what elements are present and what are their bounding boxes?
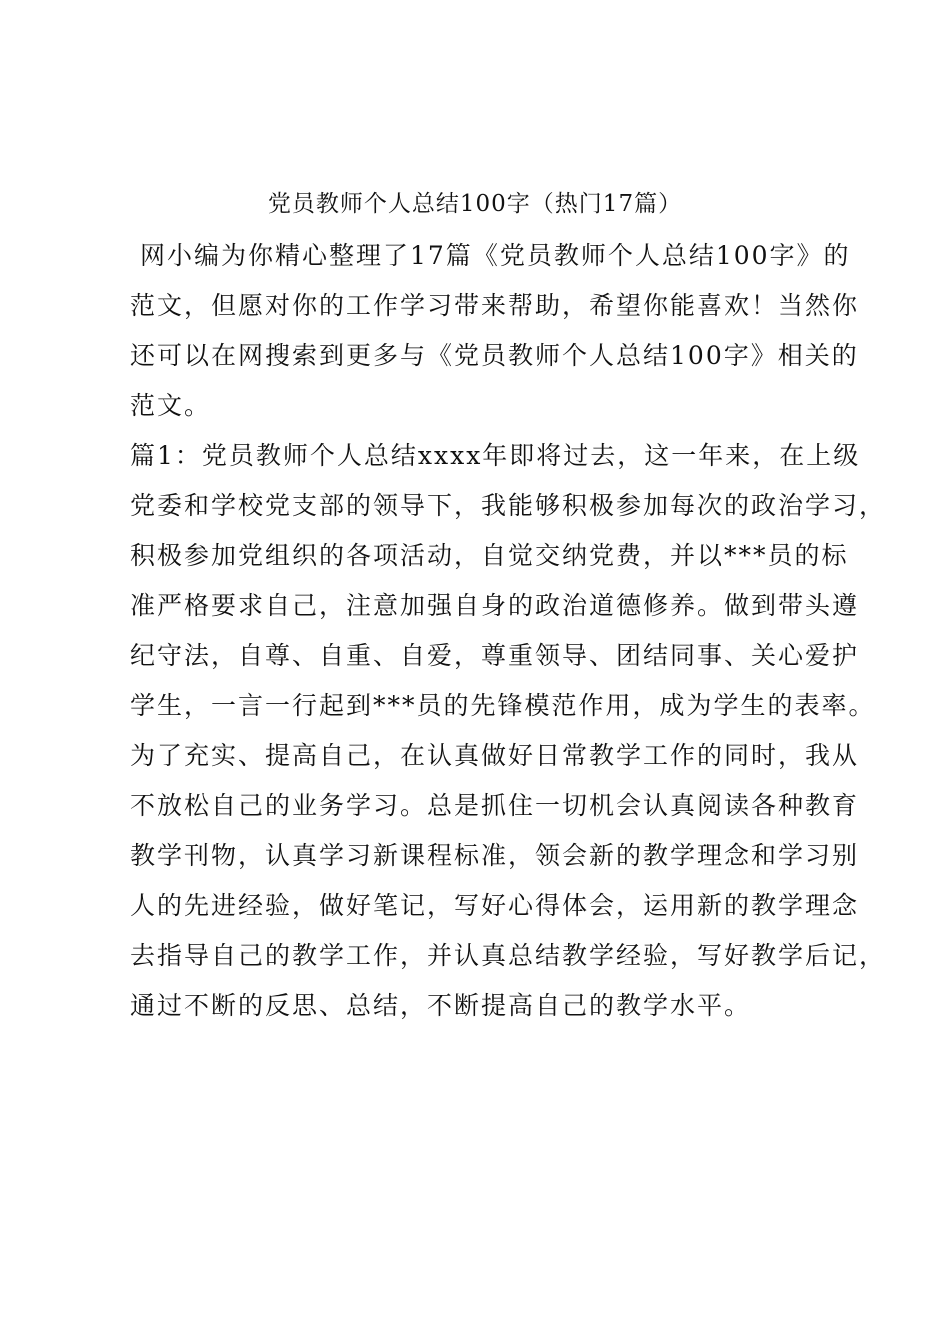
body-line: 纪守法，自尊、自重、自爱，尊重领导、团结同事、关心爱护 (130, 641, 860, 670)
body-line: 通过不断的反思、总结，不断提高自己的教学水平。 (130, 991, 752, 1020)
intro-line: 范文。 (130, 391, 212, 420)
body-line: 党委和学校党支部的领导下，我能够积极参加每次的政治学习， (130, 491, 887, 520)
document-title: 党员教师个人总结100字（热门17篇） (267, 191, 683, 217)
intro-line: 范文，但愿对你的工作学习带来帮助，希望你能喜欢！当然你 (130, 291, 860, 320)
body-line: 人的先进经验，做好笔记，写好心得体会，运用新的教学理念 (130, 891, 860, 920)
intro-line: 网小编为你精心整理了17篇《党员教师个人总结100字》的 (140, 241, 851, 270)
body-line: 积极参加党组织的各项活动，自觉交纳党费，并以***员的标 (130, 541, 849, 570)
body-line: 为了充实、提高自己，在认真做好日常教学工作的同时，我从 (130, 741, 860, 770)
intro-line: 还可以在网搜索到更多与《党员教师个人总结100字》相关的 (130, 341, 859, 370)
body-line: 学生，一言一行起到***员的先锋模范作用，成为学生的表率。 (130, 691, 876, 720)
body-line: 不放松自己的业务学习。总是抓住一切机会认真阅读各种教育 (130, 791, 860, 820)
body-line: 教学刊物，认真学习新课程标准，领会新的教学理念和学习别 (130, 841, 860, 870)
body-line: 去指导自己的教学工作，并认真总结教学经验，写好教学后记， (130, 941, 887, 970)
body-line: 篇1：党员教师个人总结xxxx年即将过去，这一年来，在上级 (130, 441, 861, 470)
body-line: 准严格要求自己，注意加强自身的政治道德修养。做到带头遵 (130, 591, 860, 620)
